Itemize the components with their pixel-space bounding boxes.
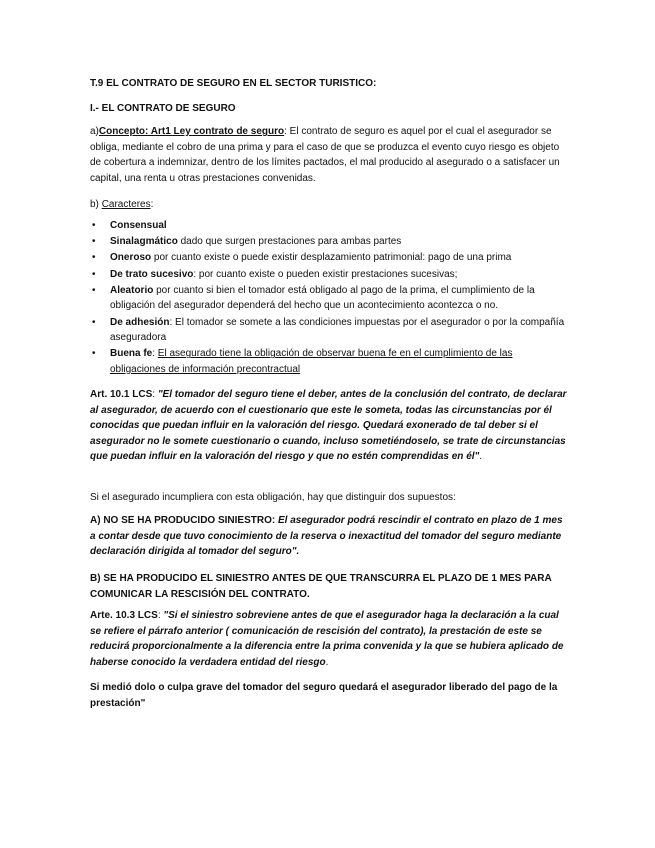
bullet-text: por cuanto existe o puede existir desplazamiento patrimonial: pago de una prima [151,252,512,264]
final-paragraph: Si medió dolo o culpa grave del tomador del seguro quedará el asegurador liberado del pago de la prestación" [90,682,558,709]
list-item [90,315,570,346]
bullet-term: Oneroso [110,252,152,264]
bullet-text: : El tomador se somete a las condiciones impuestas por el asegurador o por la compañía aseguradora [110,316,565,344]
bullet-text: dado que surgen prestaciones para ambas partes [177,236,402,248]
art-10-3-label: Arte. 10.3 LCS [90,610,158,621]
bullet-underlined: El asegurado tiene la obligación de observar buena fe en el cumplimiento de las obligaciones de información precontractual [110,348,513,375]
bullet-term: De adhesión [110,316,170,328]
bullet-term: Sinalagmático [110,236,178,248]
characters-list [90,218,570,378]
case-a-paragraph [90,513,570,560]
art-10-1-sep: : [152,389,158,400]
art-10-1-end: . [479,451,483,463]
bullet-text: por cuanto si bien el tomador está obligado al pago de la prima, el cumplimiento de la obligación del asegurador dependerá del hecho que un acontecimiento acontezca o no. [110,284,535,312]
art-10-3-sep: : [157,610,164,621]
art-10-3-end: . [325,656,329,668]
list-item [90,234,570,250]
art-10-1-label: Art. 10.1 LCS [90,389,153,400]
list-item [90,250,570,266]
concept-text: : El contrato de seguro es aquel por el cual el asegurador se obliga, mediante el cobro de una prima y para el caso de que se produzca el evento cuyo riesgo es objeto de cobertura a indemnizar, dentro de los límites pactados, el mal producido al asegurado o a satisfacer un capital, una renta u otras prestaciones convenidas. [90,126,560,184]
case-a-label: A) NO SE HA PRODUCIDO SINIESTRO: [90,515,276,526]
case-b-heading: B) SE HA PRODUCIDO EL SINIESTRO ANTES DE QUE TRANSCURRA EL PLAZO DE 1 MES PARA COMUNICAR LA RESCISIÓN DEL CONTRATO. [90,573,552,600]
section-heading: I.- EL CONTRATO DE SEGURO [90,103,236,114]
characters-suffix: : [150,199,154,210]
list-item [90,346,570,377]
bullet-term: Consensual [110,220,167,231]
list-item [90,267,570,283]
art-10-3-quote: "Si el siniestro sobreviene antes de que el asegurador haga la declaración a la cual se refiere el párrafo anterior ( comunicación de rescisión del contrato), la prestación de este se reducirá proporcionalmente a la diferencia entre la prima convenida y la que se hubiera aplicado de haberse conocido la verdadera entidad del riesgo [90,610,564,668]
art-10-3-paragraph [90,608,570,670]
bullet-term: De trato sucesivo [110,268,194,280]
document-title: T.9 EL CONTRATO DE SEGURO EN EL SECTOR TURISTICO: [90,78,377,89]
characters-label: Caracteres [101,199,151,210]
list-item [90,283,570,314]
concept-prefix: a) [90,126,99,137]
bullet-term: Aleatorio [110,284,154,296]
bullet-term: Buena fe [110,348,153,360]
bullet-text: : por cuanto existe o pueden existir prestaciones sucesivas; [193,268,458,280]
characters-prefix: b) [90,199,99,210]
concept-label: Concepto: Art1 Ley contrato de seguro [98,126,285,137]
list-item [90,218,570,234]
case-a-text: El asegurador podrá rescindir el contrato en plazo de 1 mes a contar desde que tuvo conocimiento de la reserva o inexactitud del tomador del seguro mediante declaración dirigida al tomador del seguro". [90,515,563,558]
art-10-1-paragraph [90,387,570,465]
incumplimiento-paragraph: Si el asegurado incumpliera con esta obligación, hay que distinguir dos supuestos: [90,492,456,503]
concept-paragraph [90,124,570,186]
art-10-1-quote: "El tomador del seguro tiene el deber, antes de la conclusión del contrato, de declarar al asegurador, de acuerdo con el cuestionario que este le someta, todas las circunstancias por él conocidas que puedan influir en la valoración del riesgo. Quedará exonerado de tal deber si el asegurador no le somete cuestionario o cuando, incluso sometiéndoselo, se trate de circunstancias que puedan influir en la valoración del riesgo y que no estén comprendidas en él" [90,389,567,463]
bullet-text: : [152,348,158,360]
characters-heading [90,197,570,213]
